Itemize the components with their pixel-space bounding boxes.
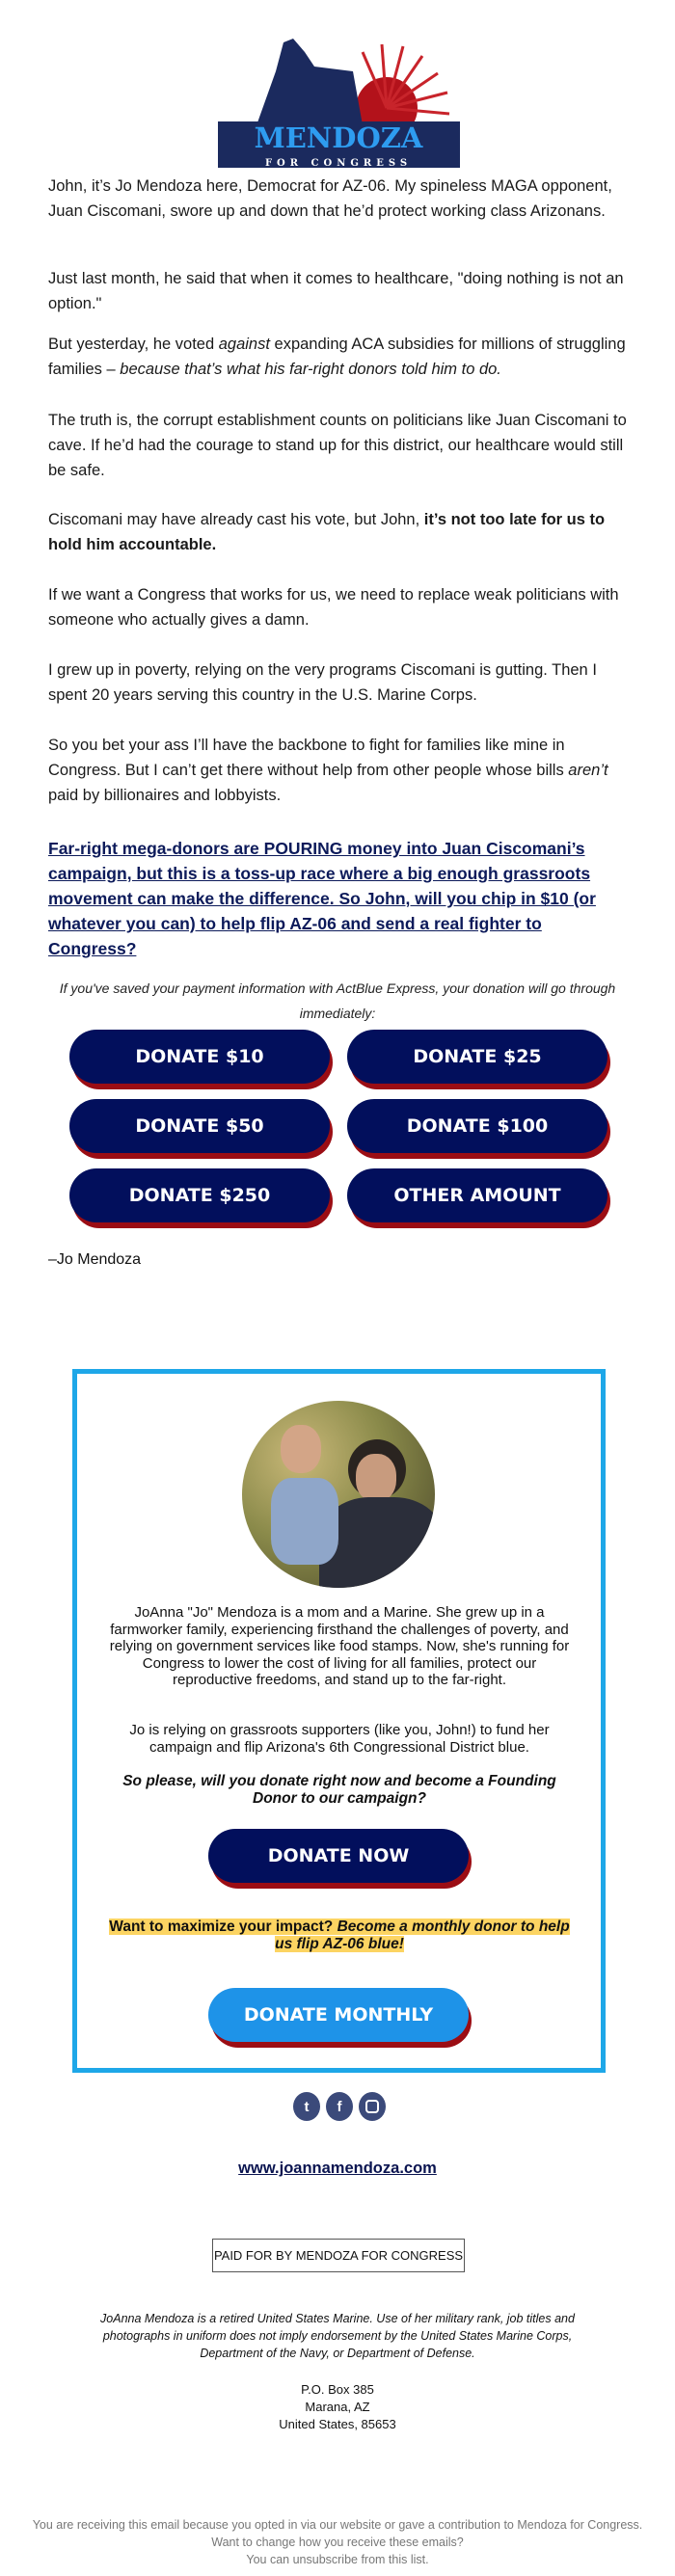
text: paid by billionaires and lobbyists. xyxy=(48,787,282,804)
monthly-pitch xyxy=(106,1919,573,1952)
letter-paragraph: If we want a Congress that works for us, we need to replace weak politicians with someone who actually gives a damn. xyxy=(48,586,619,629)
donate-50-button[interactable]: DONATE $50 xyxy=(69,1099,330,1153)
social-links xyxy=(293,2092,386,2121)
letter-paragraph: I grew up in poverty, relying on the very programs Ciscomani is gutting. Then I spent 20 years serving this country in the U.S. Marine Corps. xyxy=(48,661,597,704)
emphasis: because that’s what his far-right donors told him to do. xyxy=(120,361,501,378)
donate-monthly-button[interactable]: DONATE MONTHLY xyxy=(208,1988,469,2042)
text: expanding ACA subsidies for millions of struggling families – xyxy=(48,335,626,378)
svg-text:MENDOZA: MENDOZA xyxy=(254,121,423,154)
signature: –Jo Mendoza xyxy=(48,1251,142,1268)
facebook-icon[interactable]: f xyxy=(326,2092,353,2121)
actblue-note: If you've saved your payment information with ActBlue Express, your donation will go through immediately: xyxy=(59,980,616,1021)
bio-text: JoAnna "Jo" Mendoza is a mom and a Marine. She grew up in a farmworker family, experiencing firsthand the challenges of poverty, and relying on government services like food stamps. Now, she's running for Congress to lower the cost of living for all families, protect our reproductive freedoms, and stand up to the far-right. xyxy=(109,1604,570,1688)
letter-paragraph: Just last month, he said that when it comes to healthcare, "doing nothing is not an option." xyxy=(48,270,624,312)
bio-ask: So please, will you donate right now and become a Founding Donor to our campaign? xyxy=(122,1773,556,1807)
website-link[interactable]: www.joannamendoza.com xyxy=(238,2160,437,2177)
letter-paragraph xyxy=(48,507,632,557)
svg-text:FOR CONGRESS: FOR CONGRESS xyxy=(264,158,413,168)
instagram-icon[interactable] xyxy=(359,2092,386,2121)
mendoza-logo xyxy=(218,33,460,168)
emphasis: against xyxy=(218,335,270,353)
mailing-address xyxy=(0,2381,675,2433)
paid-for-box: PAID FOR BY MENDOZA FOR CONGRESS xyxy=(212,2239,465,2272)
donate-25-button[interactable]: DONATE $25 xyxy=(347,1030,608,1084)
emphasis: Become a monthly donor to help us flip AZ-06 blue! xyxy=(275,1919,570,1952)
text: But yesterday, he voted xyxy=(48,335,219,353)
donate-cta-link[interactable]: Far-right mega-donors are POURING money into Juan Ciscomani’s campaign, but this is a toss-up race where a big enough grassroots movement can make the difference. So John, will you chip in $10 (or whatever you can) to help flip AZ-06 and send a real fighter to Congress? xyxy=(48,839,596,958)
letter-paragraph xyxy=(48,332,632,382)
donate-250-button[interactable]: DONATE $250 xyxy=(69,1168,330,1222)
address-line: United States, 85653 xyxy=(279,2417,396,2431)
address-line: Marana, AZ xyxy=(305,2400,370,2414)
photo-child-shirt xyxy=(271,1478,338,1565)
donate-now-button[interactable]: DONATE NOW xyxy=(208,1829,469,1883)
other-amount-button[interactable]: OTHER AMOUNT xyxy=(347,1168,608,1222)
text: Ciscomani may have already cast his vote, but John, xyxy=(48,511,424,528)
donate-10-button[interactable]: DONATE $10 xyxy=(69,1030,330,1084)
donate-100-button[interactable]: DONATE $100 xyxy=(347,1099,608,1153)
letter-paragraph xyxy=(48,733,632,808)
text: Want to maximize your impact? xyxy=(109,1919,338,1935)
email-footer xyxy=(19,2516,656,2568)
unsubscribe-link[interactable]: You can unsubscribe from this list. xyxy=(246,2553,429,2566)
photo-face xyxy=(356,1454,396,1502)
letter-paragraph: The truth is, the corrupt establishment counts on politicians like Juan Ciscomani to cave. If he’d had the courage to stand up for this district, our healthcare would still be safe. xyxy=(48,412,627,479)
bio-text: Jo is relying on grassroots supporters (like you, John!) to fund her campaign and flip Arizona's 6th Congressional District blue. xyxy=(129,1722,550,1756)
disclaimer: JoAnna Mendoza is a retired United States Marine. Use of her military rank, job titles and photographs in uniform does not imply endorsement by the United States Marine Corps, Department of the Navy, or Department of Defense. xyxy=(100,2312,575,2360)
address-line: P.O. Box 385 xyxy=(301,2382,374,2397)
twitter-icon[interactable]: t xyxy=(293,2092,320,2121)
bold-text: it’s not too late for us to hold him accountable. xyxy=(48,511,606,553)
text: So you bet your ass I’ll have the backbone to fight for families like mine in Congress. But I can’t get there without help from other people whose bills xyxy=(48,737,569,779)
photo-child-face xyxy=(281,1425,321,1473)
emphasis: aren’t xyxy=(568,762,608,779)
letter-paragraph: John, it’s Jo Mendoza here, Democrat for AZ-06. My spineless MAGA opponent, Juan Ciscomani, swore up and down that he’d protect working class Arizonans. xyxy=(48,177,612,220)
candidate-photo xyxy=(242,1401,435,1588)
optin-text: You are receiving this email because you opted in via our website or gave a contribution to Mendoza for Congress. Want to change how you receive these emails? xyxy=(32,2518,643,2549)
